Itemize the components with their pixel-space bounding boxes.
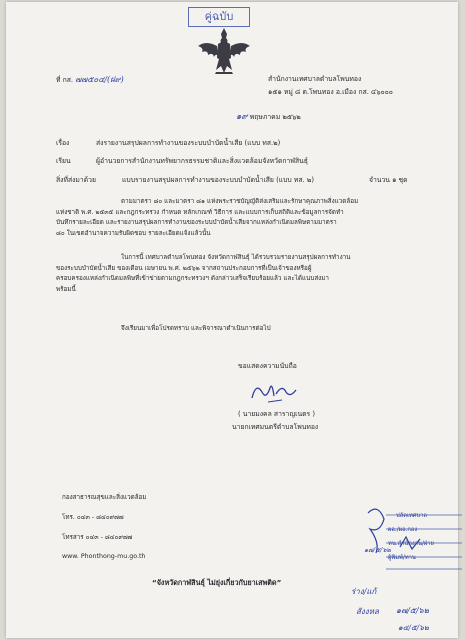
stamp-handwritten-date: ๑๗/๕/๖๒ [364, 546, 391, 554]
subject-label: เรื่อง [56, 139, 70, 147]
signatory-name: ( นายมงคล สาราญเนตร ) [238, 410, 315, 418]
garuda-emblem-icon [196, 26, 252, 76]
footer-division: กองสาธารณสุขและสิ่งแวดล้อม [62, 494, 147, 501]
stamp-row: ผอ./ผอ.กอง [388, 527, 418, 533]
doc-number-handwritten: ๗๗๕๐๔/(ฝ๙) [75, 75, 124, 84]
doc-number [56, 75, 124, 85]
to-label: เรียน [56, 157, 71, 165]
paragraph-line: แห่งชาติ พ.ศ. ๒๕๓๕ และกฎกระทรวง กำหนด หลักเกณฑ์ วิธีการ และแบบการเก็บสถิติและข้อมูลการจัดทำ [56, 208, 344, 216]
handwritten-note-c: ๑๗/๕/๖๒ [396, 606, 429, 615]
enclosure-label: สิ่งที่ส่งมาด้วย [56, 176, 96, 184]
handwritten-note-b: สังงหล [356, 607, 379, 616]
signatory-position: นายกเทศมนตรีตำบลโพนทอง [232, 423, 319, 431]
to-text: ผู้อำนวยการสำนักงานทรัพยากรธรรมชาติและสิ่งแวดล้อมจังหวัดกาฬสินธุ์ [96, 157, 308, 165]
body-paragraph-1 [56, 197, 358, 239]
body-paragraph-2 [56, 253, 351, 295]
paragraph-line: ครอบครองแหล่งกำเนิดมลพิษที่เข้าข่ายตามกฎกระทรวงฯ ดังกล่าวเสร็จเรียบร้อยแล้ว และได้แนบส่งมา [56, 275, 329, 282]
subject-text: ส่งรายงานสรุปผลการทำงานของระบบบำบัดน้ำเสีย (แบบ ทส.๒) [96, 139, 281, 147]
office-address: ๑๕๑ หมู่ ๘ ต.โพนทอง อ.เมือง กส. ๔๖๐๐๐ [268, 88, 393, 96]
footer-slogan: “จังหวัดกาฬสินธุ์ ไม่ยุ่งเกี่ยวกับยาเสพติด” [152, 578, 282, 587]
enclosure-qty: จำนวน ๑ ชุด [369, 176, 408, 184]
handwritten-signature [246, 378, 306, 408]
stamp-row: ปลัดเทศบาล [396, 513, 427, 519]
letter-date [236, 113, 301, 122]
enclosure-text: แบบรายงานสรุปผลการทำงานของระบบบำบัดน้ำเสีย (แบบ ทส. ๒) [122, 176, 314, 184]
paragraph-line: ในการนี้ เทศบาลตำบลโพนทอง จังหวัดกาฬสินธุ์ ได้รวบรวมรายงานสรุปผลการทำงาน [121, 254, 351, 261]
handwritten-note-d: ๑๔/๕/๖๒ [398, 623, 429, 632]
stamp-row: หน.สำนักงาน/ฝ่าย [388, 541, 434, 547]
date-text: พฤษภาคม ๒๕๖๒ [249, 113, 301, 121]
letter-page [6, 2, 458, 638]
body-paragraph-3: จึงเรียนมาเพื่อโปรดทราบ และพิจารณาดำเนินการต่อไป [121, 325, 271, 332]
copy-stamp: คู่ฉบับ [188, 7, 250, 27]
receive-stamp [366, 503, 462, 579]
doc-number-prefix: ที่ กส. [56, 76, 74, 84]
date-day-handwritten: ๑๙ [236, 112, 248, 122]
paragraph-line: ของระบบบำบัดน้ำเสีย ของเดือน เมษายน พ.ศ. ๒๕๖๒ จากสถานประกอบการที่เป็นเจ้าของหรือผู้ [56, 264, 312, 272]
paragraph-line: ตามมาตรา ๘๐ และมาตรา ๘๑ แห่งพระราชบัญญัติส่งเสริมและรักษาคุณภาพสิ่งแวดล้อม [121, 198, 359, 205]
footer-phone: โทร. ๐๔๓ - ๘๔๐๙๗๗ [62, 514, 124, 521]
paragraph-line: พร้อมนี้ [56, 285, 76, 293]
footer-website: www. Phonthong-mu.go.th [62, 553, 146, 560]
handwritten-note-a: ร่าง/แก้ [351, 587, 377, 596]
stamp-row: ผู้พิมพ์/ทาน [388, 555, 416, 561]
signature-closing: ขอแสดงความนับถือ [238, 362, 297, 370]
footer-fax: โทรสาร ๐๔๓ - ๘๔๐๙๗๗ [62, 534, 133, 541]
paragraph-line: บันทึกรายละเอียด และรายงานสรุปผลการทำงานของระบบบำบัดน้ำเสียจากแหล่งกำเนิดมลพิษตามมาตรา [56, 219, 337, 226]
office-name: สำนักงานเทศบาลตำบลโพนทอง [268, 75, 362, 83]
paragraph-line: ๘๐ ในเขตอำนาจความรับผิดชอบ รายละเอียดแจ้งแล้วนั้น [56, 229, 211, 237]
